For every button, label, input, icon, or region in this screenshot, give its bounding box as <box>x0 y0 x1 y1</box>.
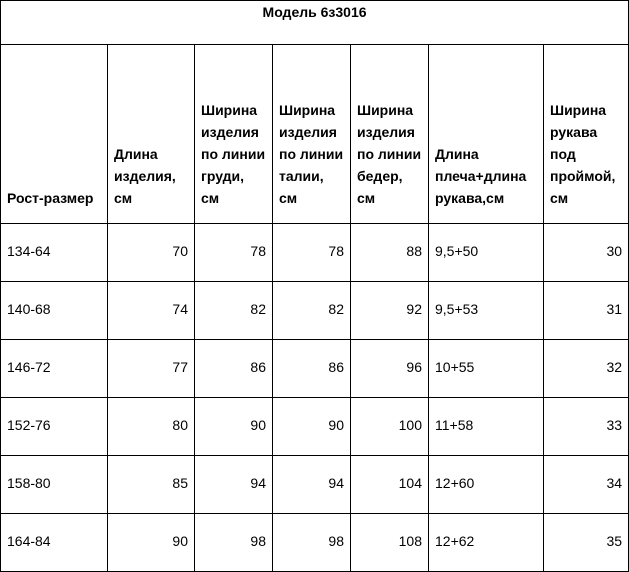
cell-shoulder-sleeve: 9,5+53 <box>429 282 544 340</box>
cell-shoulder-sleeve: 12+60 <box>429 456 544 514</box>
cell-waist: 94 <box>273 456 351 514</box>
cell-hip: 104 <box>351 456 429 514</box>
cell-waist: 78 <box>273 224 351 282</box>
cell-size: 158-80 <box>1 456 108 514</box>
cell-length: 85 <box>108 456 195 514</box>
cell-chest: 98 <box>195 514 273 572</box>
cell-length: 90 <box>108 514 195 572</box>
cell-waist: 82 <box>273 282 351 340</box>
cell-chest: 82 <box>195 282 273 340</box>
table-row <box>1 398 629 456</box>
cell-hip: 88 <box>351 224 429 282</box>
header-size: Рост-размер <box>1 45 108 224</box>
cell-waist: 90 <box>273 398 351 456</box>
cell-sleeve-width: 30 <box>544 224 629 282</box>
table-row <box>1 514 629 572</box>
header-waist-width: Ширина изделия по линии талии, см <box>273 45 351 224</box>
header-shoulder-sleeve-length: Длина плеча+длина рукава,см <box>429 45 544 224</box>
cell-sleeve-width: 32 <box>544 340 629 398</box>
table-row <box>1 456 629 514</box>
cell-shoulder-sleeve: 12+62 <box>429 514 544 572</box>
header-hip-width: Ширина изделия по линии бедер, см <box>351 45 429 224</box>
table-row <box>1 282 629 340</box>
header-length: Длина изделия, см <box>108 45 195 224</box>
cell-sleeve-width: 34 <box>544 456 629 514</box>
cell-size: 134-64 <box>1 224 108 282</box>
cell-waist: 98 <box>273 514 351 572</box>
header-chest-width: Ширина изделия по линии груди, см <box>195 45 273 224</box>
table-row <box>1 224 629 282</box>
cell-size: 164-84 <box>1 514 108 572</box>
cell-chest: 90 <box>195 398 273 456</box>
cell-length: 80 <box>108 398 195 456</box>
cell-shoulder-sleeve: 9,5+50 <box>429 224 544 282</box>
cell-length: 70 <box>108 224 195 282</box>
cell-size: 152-76 <box>1 398 108 456</box>
cell-hip: 108 <box>351 514 429 572</box>
cell-chest: 86 <box>195 340 273 398</box>
cell-sleeve-width: 33 <box>544 398 629 456</box>
table-title: Модель 6з3016 <box>1 1 629 45</box>
table-row <box>1 340 629 398</box>
cell-sleeve-width: 31 <box>544 282 629 340</box>
cell-hip: 96 <box>351 340 429 398</box>
cell-length: 74 <box>108 282 195 340</box>
cell-size: 146-72 <box>1 340 108 398</box>
cell-length: 77 <box>108 340 195 398</box>
cell-size: 140-68 <box>1 282 108 340</box>
cell-chest: 78 <box>195 224 273 282</box>
cell-hip: 92 <box>351 282 429 340</box>
header-sleeve-width: Ширина рукава под проймой, см <box>544 45 629 224</box>
header-row <box>1 45 629 224</box>
cell-waist: 86 <box>273 340 351 398</box>
cell-sleeve-width: 35 <box>544 514 629 572</box>
cell-chest: 94 <box>195 456 273 514</box>
cell-shoulder-sleeve: 11+58 <box>429 398 544 456</box>
cell-hip: 100 <box>351 398 429 456</box>
cell-shoulder-sleeve: 10+55 <box>429 340 544 398</box>
title-row <box>1 1 629 45</box>
